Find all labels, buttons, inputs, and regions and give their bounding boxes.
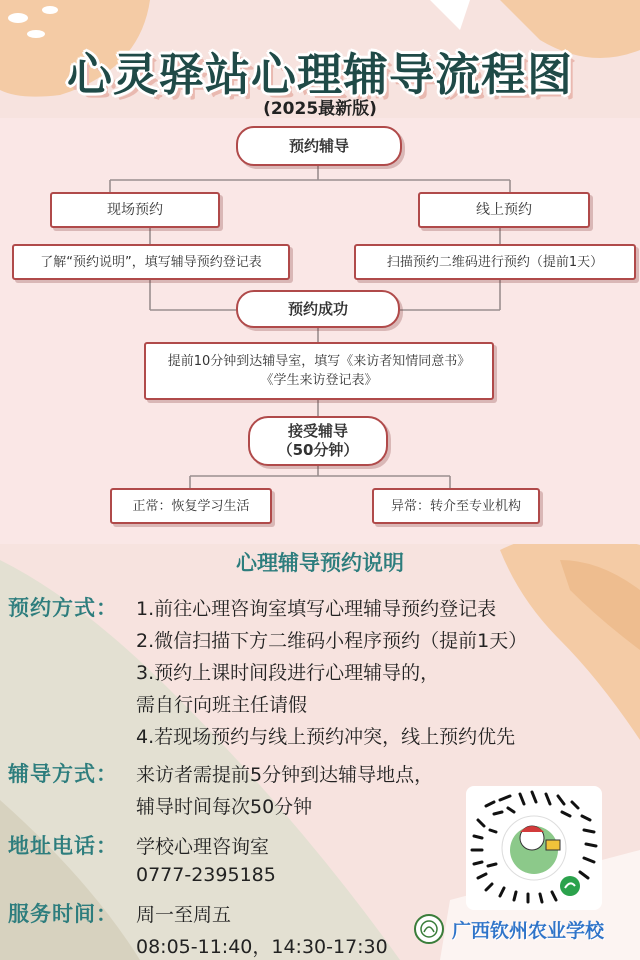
address-label: 地址电话：: [8, 834, 118, 858]
method-line-1: 1.前往心理咨询室填写心理辅导预约登记表: [136, 598, 497, 620]
method-line-2: 2.微信扫描下方二维码小程序预约（提前1天）: [136, 630, 528, 652]
flow-abnormal-label: 异常：转介至专业机构: [390, 498, 521, 514]
method-line-5: 4.若现场预约与线上预约冲突，线上预约优先: [136, 726, 516, 748]
counsel-line-2: 辅导时间每次50分钟: [136, 796, 313, 818]
school-logo-icon: [414, 914, 444, 944]
method-line-4: 需自行向班主任请假: [136, 694, 308, 716]
flow-arrive-line2: 《学生来访登记表》: [260, 373, 378, 388]
flow-receive-node: [248, 416, 388, 466]
address-line-2: 0777-2395185: [136, 864, 276, 886]
flow-onsite-step-label: 了解“预约说明”，填写辅导预约登记表: [40, 254, 262, 270]
hours-line-1: 周一至周五: [136, 904, 232, 926]
flow-success-node: [236, 290, 400, 328]
flow-online-node: [418, 192, 590, 228]
school-name: 广西钦州农业学校: [452, 920, 605, 942]
flow-receive-line2: （50分钟）: [277, 441, 359, 459]
page-title: 心灵驿站心理辅导流程图: [66, 48, 573, 101]
counsel-line-1: 来访者需提前5分钟到达辅导地点，: [136, 764, 434, 786]
flow-onsite-label: 现场预约: [107, 201, 163, 218]
flow-onsite-node: [50, 192, 220, 228]
flow-onsite-step-node: [12, 244, 290, 280]
counsel-label: 辅导方式：: [8, 762, 118, 786]
qr-code-pattern-icon: [466, 786, 602, 910]
flow-receive-line1: 接受辅导: [287, 422, 348, 440]
flow-normal-label: 正常：恢复学习生活: [132, 498, 250, 514]
flow-success-label: 预约成功: [287, 299, 348, 318]
hours-label: 服务时间：: [8, 902, 118, 926]
notes-heading: 心理辅导预约说明: [236, 551, 404, 575]
method-label: 预约方式：: [8, 596, 118, 620]
flow-normal-node: [110, 488, 272, 524]
flow-arrive-line1: 提前10分钟到达辅导室，填写《来访者知情同意书》: [167, 354, 471, 369]
flow-book-node: [236, 126, 402, 166]
flow-abnormal-node: [372, 488, 540, 524]
flow-online-step-label: 扫描预约二维码进行预约（提前1天）: [386, 254, 604, 270]
method-line-3: 3.预约上课时间段进行心理辅导的，: [136, 662, 440, 684]
page-subtitle: (2025最新版): [263, 99, 377, 119]
flow-book-label: 预约辅导: [288, 136, 349, 155]
flow-arrive-node: [144, 342, 494, 400]
address-line-1: 学校心理咨询室: [136, 836, 270, 858]
flow-online-label: 线上预约: [476, 201, 532, 218]
qr-code[interactable]: [466, 786, 602, 910]
hours-line-2: 08:05-11:40，14:30-17:30: [136, 936, 388, 958]
flow-online-step-node: [354, 244, 636, 280]
